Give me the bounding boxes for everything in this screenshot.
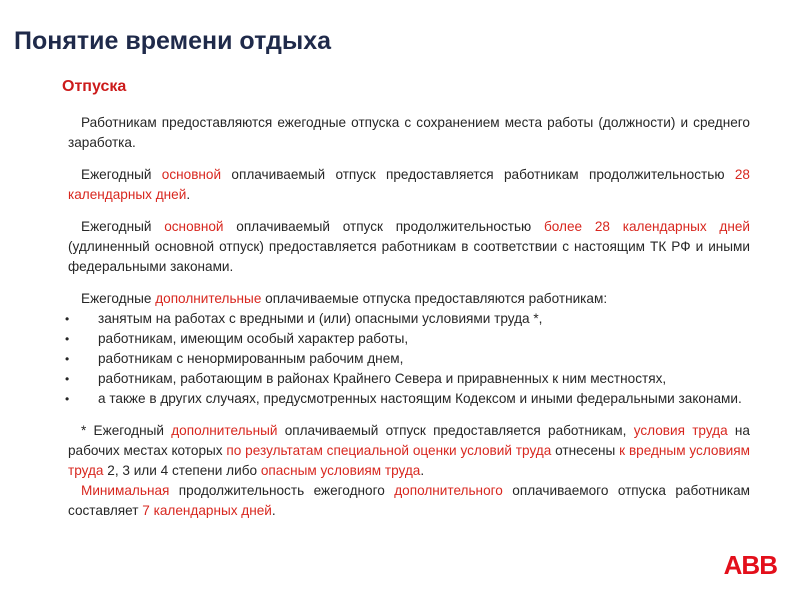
text-run: оплачиваемого отпуска работникам составляет <box>68 483 750 518</box>
list-item <box>65 309 750 329</box>
text-run: на рабочих местах которых <box>68 423 750 458</box>
paragraph-basic-leave <box>68 165 750 205</box>
list-item-text: работникам, работающим в районах Крайнего Севера и приравненных к ним местностях, <box>98 371 667 386</box>
bullet-icon: • <box>65 372 70 386</box>
text-run: Ежегодный <box>81 219 165 234</box>
highlight-7-days: 7 календарных дней <box>142 503 272 518</box>
highlight-special-assessment: по результатам специальной оценки условий труда <box>226 443 552 458</box>
text-run: оплачиваемые отпуска предоставляются работникам: <box>261 291 608 306</box>
highlight-minimum: Минимальная <box>81 483 170 498</box>
abb-logo: ABB <box>723 550 777 580</box>
list-item <box>65 329 750 349</box>
highlight-additional: дополнительного <box>394 483 503 498</box>
highlight-dangerous-conditions: опасным условиям труда <box>260 463 421 478</box>
text-run: . <box>271 503 276 518</box>
bullet-icon: • <box>65 392 70 406</box>
list-item <box>65 369 750 389</box>
highlight-additional: дополнительные <box>155 291 262 306</box>
text-run: . <box>186 187 191 202</box>
bullet-icon: • <box>65 332 70 346</box>
text-run: . <box>420 463 425 478</box>
paragraph-intro: Работникам предоставляются ежегодные отпуска с сохранением места работы (должности) и среднего заработка. <box>68 115 750 150</box>
text-run: оплачиваемый отпуск предоставляется работникам, <box>277 423 634 438</box>
slide-content <box>65 113 750 533</box>
section-subtitle: Отпуска <box>62 78 127 95</box>
paragraph-footnote <box>68 421 750 481</box>
bullet-icon: • <box>65 312 70 326</box>
text-run: оплачиваемый отпуск продолжительностью <box>223 219 544 234</box>
text-run: Ежегодные <box>81 291 156 306</box>
paragraph-extended-leave <box>68 217 750 277</box>
highlight-more-than-28-days: более 28 календарных дней <box>544 219 750 234</box>
paragraph-minimum-duration <box>68 481 750 521</box>
text-run: * Ежегодный <box>81 423 172 438</box>
text-run: (удлиненный основной отпуск) предоставляется работникам в соответствии с настоящим ТК РФ и иными федеральными законами. <box>68 239 750 274</box>
text-run: отнесены <box>551 443 620 458</box>
highlight-additional: дополнительный <box>171 423 278 438</box>
highlight-basic: основной <box>164 219 224 234</box>
highlight-harmful-conditions: к вредным условиям труда <box>68 443 750 478</box>
list-item <box>65 349 750 369</box>
bullet-icon: • <box>65 352 70 366</box>
highlight-work-conditions: условия труда <box>633 423 728 438</box>
highlight-basic: основной <box>161 167 222 182</box>
list-item-text: работникам с ненормированным рабочим днем, <box>98 351 404 366</box>
highlight-28-days: 28 календарных дней <box>68 167 750 202</box>
list-item-text: а также в других случаях, предусмотренных настоящим Кодексом и иными федеральными законами. <box>98 391 742 406</box>
text-run: оплачиваемый отпуск предоставляется работникам продолжительностью <box>221 167 735 182</box>
additional-leave-list <box>65 309 750 409</box>
text-run: 2, 3 или 4 степени либо <box>103 463 261 478</box>
paragraph-additional-leave <box>68 289 750 309</box>
text-run: продолжительность ежегодного <box>169 483 395 498</box>
page-title: Понятие времени отдыха <box>14 27 332 55</box>
list-item <box>65 389 750 409</box>
text-run: Ежегодный <box>81 167 162 182</box>
list-item-text: работникам, имеющим особый характер работы, <box>98 331 409 346</box>
list-item-text: занятым на работах с вредными и (или) опасными условиями труда *, <box>98 311 543 326</box>
